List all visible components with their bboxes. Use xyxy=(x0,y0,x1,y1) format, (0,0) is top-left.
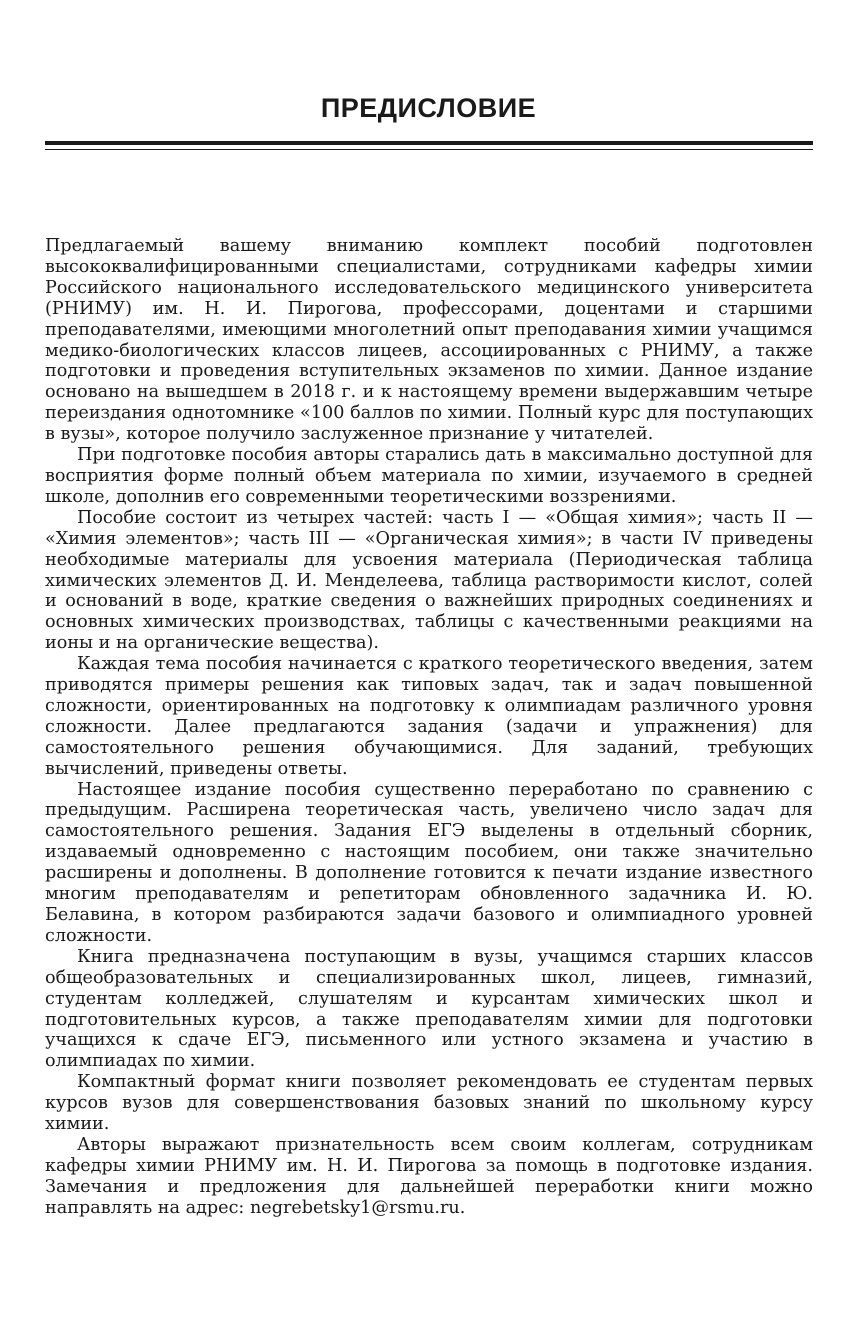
paragraph-3: Пособие состоит из четырех частей: часть I — «Общая химия»; часть II — «Химия элементов»; часть III — «Органическая химия»; в части IV приведены необходимые материалы для усвоения материала (Периодическая таблица химических элементов Д. И. Менделеева, таблица растворимости кислот, солей и оснований в воде, краткие сведения о важнейших природных соединениях и основных химических производствах, таблицы с качественными реакциями на ионы и на органические вещества). xyxy=(45,507,813,654)
title-rule-thin xyxy=(45,149,813,150)
paragraph-1: Предлагаемый вашему вниманию комплект пособий подготовлен высококвалифицированными специалистами, сотрудниками кафедры химии Российского национального исследовательского медицинского университета (РНИМУ) им. Н. И. Пирогова, профессорами, доцентами и старшими преподавателями, имеющими многолетний опыт преподавания химии учащимся медико-биологических классов лицеев, ассоциированных с РНИМУ, а также подготовки и проведения вступительных экзаменов по химии. Данное издание основано на вышедшем в 2018 г. и к настоящему времени выдержавшим четыре переиздания однотомнике «100 баллов по химии. Полный курс для поступающих в вузы», которое получило заслуженное признание у читателей. xyxy=(45,236,813,445)
paragraph-6: Книга предназначена поступающим в вузы, учащимся старших классов общеобразовательных и специализированных школ, лицеев, гимназий, студентам колледжей, слушателям и курсантам химических школ и подготовительных курсов, а также преподавателям химии для подготовки учащихся к сдаче ЕГЭ, письменного или устного экзамена и участию в олимпиадах по химии. xyxy=(45,946,813,1072)
paragraph-8: Авторы выражают признательность всем своим коллегам, сотрудникам кафедры химии РНИМУ им. Н. И. Пирогова за помощь в подготовке издания. Замечания и предложения для дальнейшей переработки книги можно направлять на адрес: negrebetsky1@rsmu.ru. xyxy=(45,1134,813,1218)
page-title: ПРЕДИСЛОВИЕ xyxy=(320,93,537,123)
paragraph-5: Настоящее издание пособия существенно переработано по сравнению с предыдущим. Расширена теоретическая часть, увеличено число задач для самостоятельного решения. Задания ЕГЭ выделены в отдельный сборник, издаваемый одновременно с настоящим пособием, они также значительно расширены и дополнены. В дополнение готовится к печати издание известного многим преподавателям и репетиторам обновленного задачника И. Ю. Белавина, в котором разбираются задачи базового и олимпиадного уровней сложности. xyxy=(45,779,813,946)
paragraph-2: При подготовке пособия авторы старались дать в максимально доступной для восприятия форме полный объем материала по химии, изучаемого в средней школе, дополнив его современными теоретическими воззрениями. xyxy=(45,445,813,507)
title-rule-thick xyxy=(45,141,813,145)
paragraph-7: Компактный формат книги позволяет рекомендовать ее студентам первых курсов вузов для совершенствования базовых знаний по школьному курсу химии. xyxy=(45,1072,813,1135)
paragraph-4: Каждая тема пособия начинается с краткого теоретического введения, затем приводятся примеры решения как типовых задач, так и задач повышенной сложности, ориентированных на подготовку к олимпиадам различного уровня сложности. Далее предлагаются задания (задачи и упражнения) для самостоятельного решения обучающимися. Для заданий, требующих вычислений, приведены ответы. xyxy=(45,654,813,779)
preface-body xyxy=(45,236,813,1219)
